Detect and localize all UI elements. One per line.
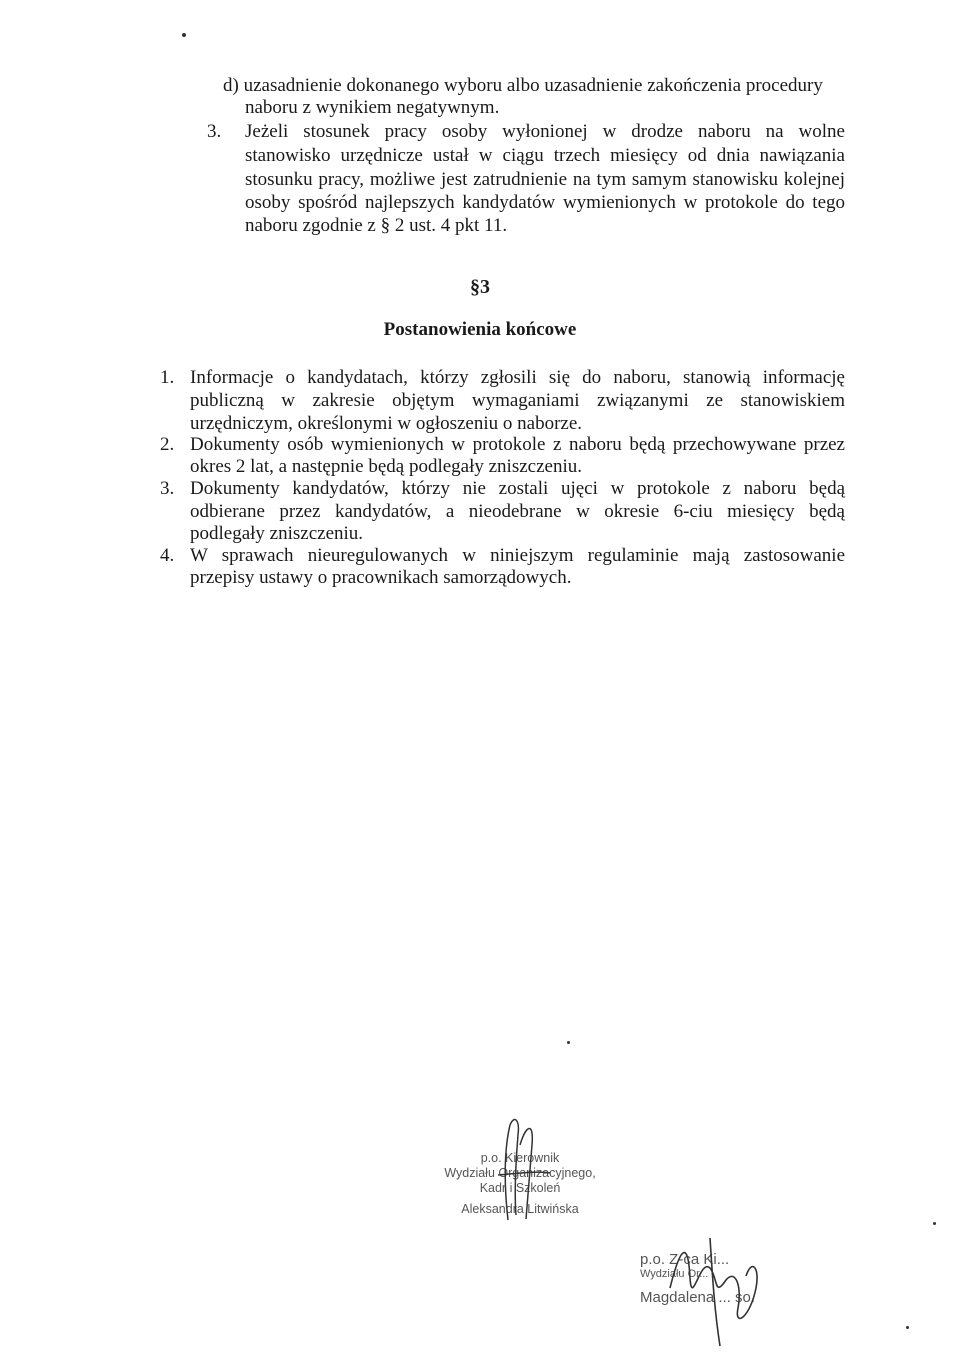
item3-line-1: Jeżeli stosunek pracy osoby wyłonionej w drodze naboru na wolne: [245, 121, 845, 142]
item-4-line-1: W sprawach nieuregulowanych w niniejszym regulaminie mają zastosowanie: [190, 545, 845, 566]
item3-line-2: stanowisko urzędnicze ustał w ciągu trzech miesięcy od dnia nawiązania: [245, 145, 845, 166]
item3-line-4: osoby spośród najlepszych kandydatów wymienionych w protokole do tego: [245, 192, 845, 213]
signature-1: [490, 1115, 560, 1225]
item-1-line-3: urzędniczym, określonymi w ogłoszeniu o naborze.: [190, 413, 583, 434]
item-3-number: 3.: [160, 478, 175, 499]
item-4-number: 4.: [160, 545, 175, 566]
signature-2: [660, 1228, 770, 1348]
section-title: Postanowienia końcowe: [383, 319, 577, 340]
item-d-line-1: d) uzasadnienie dokonanego wyboru albo uzasadnienie zakończenia procedury: [223, 75, 823, 96]
scan-mark: [567, 1041, 570, 1044]
item-4-line-2: przepisy ustawy o pracownikach samorządowych.: [190, 567, 572, 588]
item-1-number: 1.: [160, 367, 175, 388]
item-1-line-1: Informacje o kandydatach, którzy zgłosili się do naboru, stanowią informację: [190, 367, 845, 388]
stamp-1-line-4: Aleksandra Litwińska: [461, 1202, 579, 1216]
scan-mark: [906, 1326, 909, 1329]
scan-mark: [933, 1222, 936, 1225]
stamp-2-line-2: Wydziału Or...: [640, 1268, 709, 1280]
item-1-line-2: publiczną w zakresie objętym wymaganiami związanymi ze stanowiskiem: [190, 390, 845, 411]
item3-number: 3.: [207, 121, 222, 142]
section-symbol: §3: [470, 276, 490, 298]
item-2-line-2: okres 2 lat, a następnie będą podlegały zniszczeniu.: [190, 456, 582, 477]
item-2-line-1: Dokumenty osób wymienionych w protokole z naboru będą przechowywane przez: [190, 434, 845, 455]
item-3-line-1: Dokumenty kandydatów, którzy nie zostali ujęci w protokole z naboru będą: [190, 478, 845, 499]
stamp-2-line-3: Magdalena ... so.: [640, 1289, 756, 1306]
item-2-number: 2.: [160, 434, 175, 455]
item3-line-5: naboru zgodnie z § 2 ust. 4 pkt 11.: [245, 215, 508, 236]
item-3-line-2: odbierane przez kandydatów, a nieodebrane w okresie 6-ciu miesięcy będą: [190, 501, 845, 522]
stamp-2-line-1: p.o. Z-ca Ki...: [640, 1251, 730, 1268]
item-3-line-3: podlegały zniszczeniu.: [190, 523, 364, 544]
scan-mark: [182, 33, 186, 37]
stamp-1-line-2: Wydziału Organizacyjnego,: [444, 1166, 596, 1180]
item-d-line-2: naboru z wynikiem negatywnym.: [245, 97, 500, 118]
stamp-1-line-3: Kadr i Szkoleń: [479, 1181, 561, 1195]
stamp-1-line-1: p.o. Kierownik: [480, 1151, 560, 1165]
item3-line-3: stosunku pracy, możliwe jest zatrudnienie na tym samym stanowisku kolejnej: [245, 169, 845, 190]
